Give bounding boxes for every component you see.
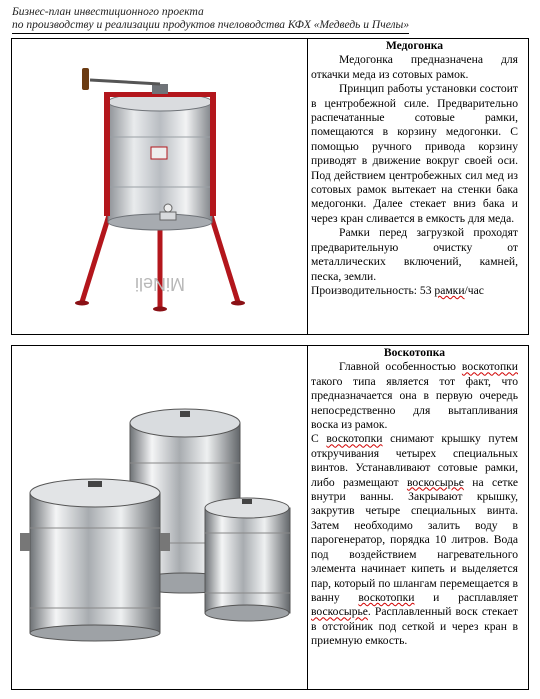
performance-suffix: /час [464, 283, 484, 297]
extractor-section [11, 38, 529, 335]
performance-label: Производительность: 53 [311, 283, 435, 297]
waxmelter-section [11, 345, 529, 690]
header-line-2: по производству и реализации продуктов пчеловодства КФХ «Медведь и Пчелы» [12, 19, 409, 34]
text-run: на сетке внутри ванны. Закрывают крышку, закрутив четыре специальных винта. Затем необходимо залить воду в парогенератор, порядка 10 литров. Вода под воздействием нагревательного элемента начинает кипеть и выделяется пар, который по шлангам перемещается в ванну [311, 475, 518, 604]
text-run: воскотопки [461, 360, 518, 374]
waxmelter-image-cell [12, 346, 308, 689]
watermark-text: MiNeli [134, 273, 185, 294]
extractor-paragraph-1: Медогонка предназначена для откачки меда из сотовых рамок. [311, 53, 518, 81]
text-run: воскотопки [358, 590, 415, 604]
honey-extractor-illustration [60, 62, 260, 312]
text-run: воскосырье [406, 475, 464, 489]
extractor-paragraph-2: Принцип работы установки состоит в центробежной силе. Предварительно распечатанные сотовые рамки, помещаются в корзину медогонки. С помощью ручного привода корзину приводят в движение вокруг своей оси. Под действием центробежных сил мед из сотовых рамок вытекает на стенки бака медогонки. Далее стекает вниз бака и через кран сливается в емкость для меда. [311, 82, 518, 225]
extractor-text-cell [308, 39, 528, 334]
extractor-title: Медогонка [385, 39, 444, 52]
document-header [12, 6, 532, 34]
header-line-1: Бизнес-план инвестиционного проекта [12, 6, 204, 18]
extractor-performance [311, 284, 518, 298]
waxmelter-title: Воскотопка [383, 346, 446, 359]
text-run: С [311, 432, 327, 446]
text-run: снимают крышку путем откручивания четырех специальных винтов. Устанавливают сотовые рамки, либо размещают [311, 432, 518, 489]
wax-melter-illustration [20, 393, 300, 643]
extractor-image-cell [12, 39, 308, 334]
performance-unit: рамки [434, 283, 465, 297]
text-run: воскосырье [311, 605, 368, 619]
text-run: Главной особенностью [339, 360, 462, 374]
text-run: . Расплавленный воск стекает в отстойник под сеткой и через кран в приемную емкость. [311, 605, 518, 648]
text-run: такого типа является тот факт, что предназначается она в первую очередь непосредственно для вытапливания воска из рамок. [311, 374, 518, 432]
waxmelter-paragraph-1 [311, 360, 518, 432]
extractor-paragraph-3: Рамки перед загрузкой проходят предварительную очистку от металлических включений, камней, песка, земли. [311, 226, 518, 283]
waxmelter-paragraph-2 [311, 432, 518, 648]
waxmelter-text-cell [308, 346, 528, 689]
text-run: и расплавляет [414, 590, 518, 604]
text-run: воскотопки [326, 432, 383, 446]
